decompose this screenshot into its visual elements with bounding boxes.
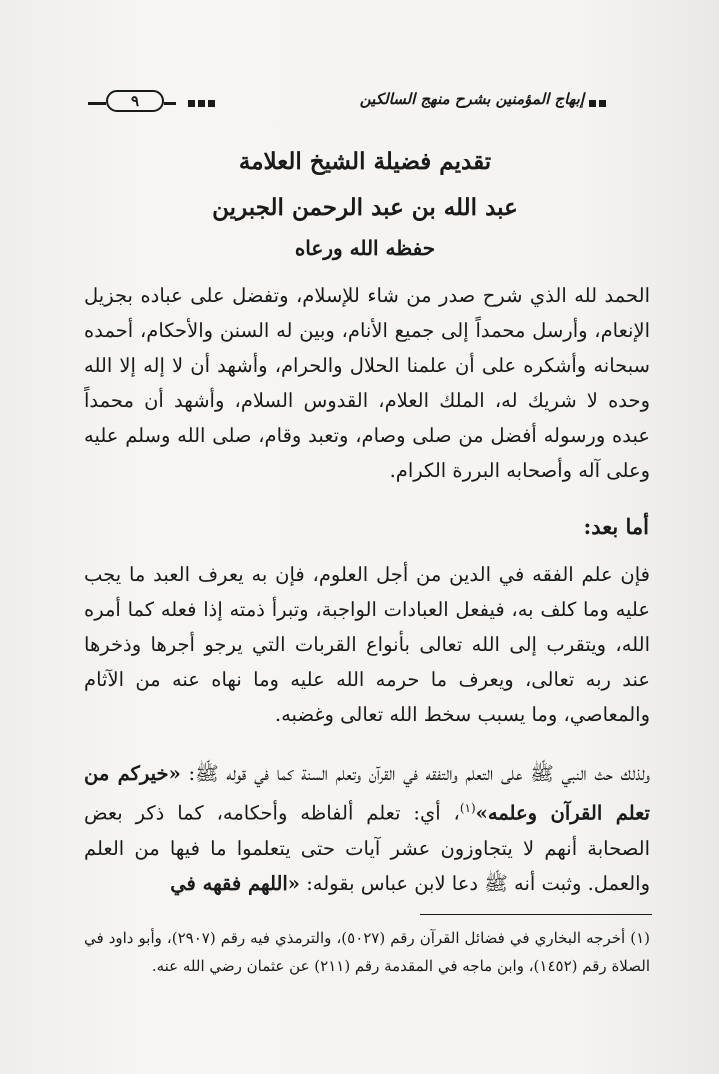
page-number: ٩ [106,90,164,112]
header-title: إبهاج المؤمنين بشرح منهج السالكين [359,90,584,108]
footnote: (١) أخرجه البخاري في فضائل القرآن رقم (٥٠٢٧)، والترمذي فيه رقم (٢٩٠٧)، وأبو داود في الصلاة رقم (١٤٥٢)، وابن ماجه في المقدمة رقم (٢١١) عن عثمان رضي الله عنه. [84,929,650,975]
paragraph-text: ولذلك حث النبي ﷺ على التعلم والتفقه في القرآن وتعلم السنة كما في قوله ﷺ: [180,762,650,785]
intro-paragraph: الحمد لله الذي شرح صدر من شاء للإسلام، وتفضل على عباده بجزيل الإنعام، وأرسل محمداً إلى جميع الأنام، وبين له السنن والأحكام، أحمده سبحانه وأشكره على أن علمنا الحلال والحرام، وأشهد أن لا إله إلا الله وحده لا شريك له، الملك العلام، القدوس السلام، وأشهد أن محمداً عبده ورسوله أفضل من صلى وصام، وتعبد وقام، صلى الله وسلم عليه وعلى آله وأصحابه البررة الكرام. [84,284,651,482]
header-ornament-square [599,100,606,107]
header-rule [164,102,176,105]
header-rule [88,102,106,105]
footnote-divider [420,914,652,915]
paragraph [84,756,650,901]
header-ornament-square [188,100,195,107]
heading-title: تقديم فضيلة الشيخ العلامة [238,148,492,175]
paragraph: فإن علم الفقه في الدين من أجل العلوم، فإن به يعرف العبد ما يجب عليه وما كلف به، فيفعل العبادات الواجبة، وتبرأ ذمته إذا فعله كما أمره الله، ويتقرب إلى الله تعالى بأنواع القربات التي يرجو أجرها وذخرها عند ربه تعالى، ويعرف ما حرمه الله عليه وما نهاه عنه من الآثام والمعاصي، وما يسبب سخط الله تعالى وغضبه. [84,563,650,726]
heading-honorific: حفظه الله ورعاه [294,236,436,260]
header-ornament-square [589,100,596,107]
header-ornament-square [208,100,215,107]
header-ornament-square [198,100,205,107]
footnote-reference: (١) [459,801,476,815]
running-header [88,88,648,116]
hadith-quote: «خيركم من تعلم القرآن وعلمه» [84,762,650,825]
heading-author-name: عبد الله بن عبد الرحمن الجبرين [212,194,518,221]
paragraph-text: ، أي: تعلم ألفاظه وأحكامه، كما ذكر بعض الصحابة أنهم لا يتجاوزون عشر آيات حتى يتعلموا ما فيها من العلم والعمل. وثبت أنه ﷺ دعا لابن عباس بقوله: [84,801,650,895]
hadith-quote: «اللهم فقهه في [170,871,300,895]
section-title: أما بعد: [583,514,649,539]
